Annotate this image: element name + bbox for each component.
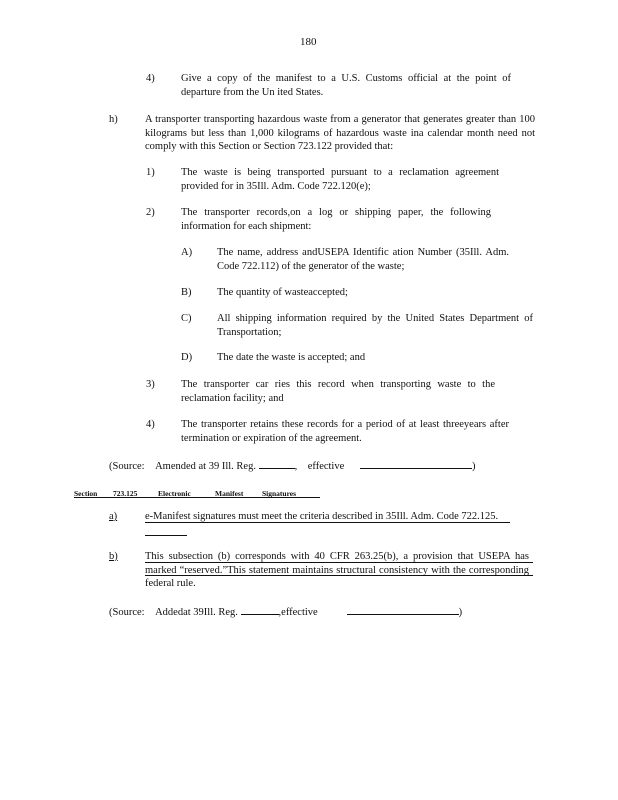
source-open: (Source: <box>109 461 145 472</box>
insertion-underline <box>145 575 533 576</box>
subitem-label: D) <box>181 352 193 363</box>
section-title-2: Manifest <box>215 489 244 498</box>
subitem-text: All shipping information required by the United States Department of Transportation; <box>217 313 533 338</box>
source-note <box>109 458 476 474</box>
item-label: 4) <box>146 419 155 430</box>
effective-date-blank <box>360 458 472 469</box>
register-blank <box>241 604 279 615</box>
item-text: e-Manifest signatures must meet the criteria described in 35Ill. Adm. Code 722.125. <box>145 511 499 522</box>
source-amended: Amended at 39 Ill. Reg. <box>155 461 256 472</box>
item-label: a) <box>109 511 118 522</box>
item-label: b) <box>109 551 118 562</box>
section-word: Section <box>74 489 98 498</box>
subitem-text: The quantity of wasteaccepted; <box>217 287 348 298</box>
paragraph-label: h) <box>109 114 118 125</box>
paragraph-text: A transporter transporting hazardous waste from a generator that generates greater than 100 kilograms but less than 1,000 kilograms of hazardous waste ina calendar month need not comply with this Section or Section 723.122 provided that: <box>145 114 535 152</box>
subitem-text: The name, address andUSEPA Identific ation Number (35Ill. Adm. Code 722.112) of the generator of the waste; <box>217 247 509 272</box>
source-close: ) <box>472 461 476 472</box>
section-heading-rule <box>74 497 320 498</box>
item-label: 3) <box>146 379 155 390</box>
item-text: The transporter records,on a log or shipping paper, the following information for each shipment: <box>181 207 491 232</box>
source-open: (Source: <box>109 607 145 618</box>
insertion-underline <box>145 562 533 563</box>
source-effective: effective <box>307 461 345 472</box>
insertion-underline <box>145 522 510 523</box>
item-label: 2) <box>146 207 155 218</box>
item-label: 4) <box>146 73 155 84</box>
item-label: 1) <box>146 167 155 178</box>
subitem-text: The date the waste is accepted; and <box>217 352 366 363</box>
source-comma: , <box>294 461 298 472</box>
insertion-underline <box>145 535 187 536</box>
item-text: The transporter retains these records for a period of at least threeyears after termination or expiration of the agreement. <box>181 419 509 444</box>
source-effective: ,effective <box>278 607 318 618</box>
source-note <box>109 604 462 620</box>
item-text: The transporter car ries this record when transporting waste to the reclamation facility; and <box>181 379 495 404</box>
subitem-label: A) <box>181 247 193 258</box>
source-added: Addedat 39Ill. Reg. <box>155 607 238 618</box>
item-text: Give a copy of the manifest to a U.S. Customs official at the point of departure from the Un ited States. <box>181 73 511 98</box>
item-text: This subsection (b) corresponds with 40 CFR 263.25(b), a provision that USEPA has marked “reserved.”This statement maintains structural consistency with the corresponding federal rule. <box>145 551 529 589</box>
subitem-label: B) <box>181 287 192 298</box>
register-blank <box>259 458 295 469</box>
source-close: ) <box>458 607 463 618</box>
section-title-1: Electronic <box>158 489 191 498</box>
section-title-3: Signatures <box>262 489 297 498</box>
page-number: 180 <box>300 36 317 48</box>
subitem-label: C) <box>181 313 192 324</box>
effective-date-blank <box>347 604 459 615</box>
section-number: 723.125 <box>113 489 138 498</box>
item-text: The waste is being transported pursuant to a reclamation agreement provided for in 35Ill. Adm. Code 722.120(e); <box>181 167 499 192</box>
